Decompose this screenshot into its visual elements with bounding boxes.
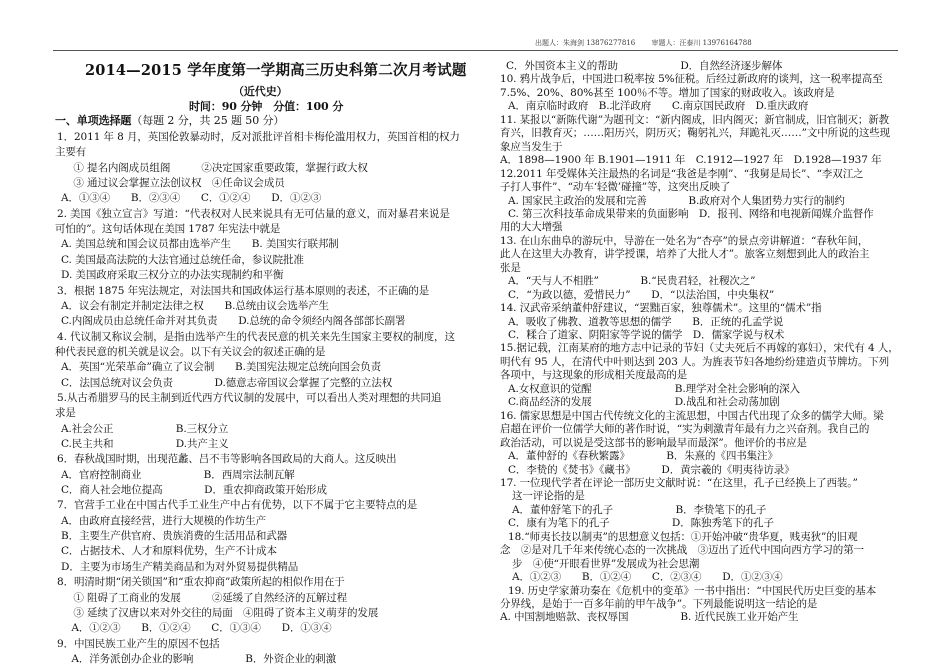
reviewer-info: 审题人：汪泰川 13976164788 <box>651 39 752 47</box>
question-line: 主要有 <box>55 146 87 159</box>
question-line: C. 第三次科技革命成果带来的负面影响 D．报刊、网络和电视新闻媒介监督作 <box>508 207 874 220</box>
question-line: 13. 在山东曲阜的游玩中，导游在一处名为“杏亭”的景点旁讲解道：“春秋年间， <box>500 234 869 247</box>
question-line: A．董仲舒的《春秋繁露》 B．朱熹的《四书集注》 <box>508 450 778 463</box>
question-line: 17. 一位现代学者在评论一部历史文献时说：“在这里，孔子已经换上了西装。” <box>500 476 858 489</box>
header-rule <box>53 50 898 51</box>
question-line: A．董仲舒笔下的孔子 B．李贽笔下的孔子 <box>512 503 767 516</box>
question-line: 子打人事件”、“动车‘轻微’碰撞”等，这突出反映了 <box>500 181 731 194</box>
question-line: A．官府控制商业 B．西周宗法制瓦解 <box>61 468 295 481</box>
question-line: A．①③④ B．②③④ C．①②④ D．①②③ <box>61 192 322 205</box>
question-line: A．议会有制定并制定法律之权 B.总统由议会选举产生 <box>61 299 329 312</box>
question-line: ③ 通过议会掌握立法创议权 ④任命议会成员 <box>63 177 285 190</box>
question-line: 政治活动，可以说是受这部书的影响最早而最深”。他评价的书应是 <box>500 436 807 449</box>
question-line: A．由政府直接经营，进行大规模的作坊生产 <box>61 514 267 527</box>
question-line: 18.“师夷长技以制夷”的思想意义包括：①开始冲破“贵华夏，贱夷狄”的旧观 <box>508 530 858 543</box>
question-line: A．吸收了佛教、道教等思想的儒学 B．正统的孔孟学说 <box>508 315 784 328</box>
question-line: 15.据记载，江南某府的地方志中记录的节妇（丈夫死后不再嫁的寡妇），宋代有 4 人， <box>500 342 899 355</box>
question-line: D．主要为市场生产精美商品和为对外贸易提供精品 <box>61 560 299 573</box>
question-line: A．“天与人不相胜” B.“民贵君轻，社稷次之” <box>508 275 756 288</box>
question-line: 育兴，旧教育灭；……阳历兴，阴历灭；鞠躬礼兴，拜跪礼灭……”文中所说的这些现 <box>500 127 891 140</box>
question-line: 14. 汉武帝采纳董仲舒建议，“罢黜百家，独尊儒术”。这里的“儒术”指 <box>500 302 822 315</box>
question-line: C．占据技术、人才和原料优势，生产不计成本 <box>61 545 277 558</box>
question-line: 4. 代议制又称议会制，是指由选举产生的代表民意的机关来先生国家主要权的制度，这 <box>57 330 455 343</box>
section-title: 一、单项选择题 <box>55 114 132 127</box>
exam-header-info <box>535 38 766 48</box>
question-line: 各项中，与这现象的形成相关度最高的是 <box>500 369 688 382</box>
question-line: 10. 鸦片战争后，中国进口税率按 5%征税。后经过新政府的谈判，这一税率提高至 <box>500 73 883 86</box>
question-line: 张是 <box>500 261 521 274</box>
question-line: A. 美国总统和国会议员都由选举产生 B. 美国实行联邦制 <box>61 238 339 251</box>
question-line: C．李贽的《焚书》《藏书》 D．黄宗羲的《明夷待访录》 <box>508 463 795 476</box>
question-line: C．外国资本主义的帮助 D．自然经济逐步解体 <box>506 60 783 72</box>
question-line: C．“为政以德，爱惜民力” D．“以法治国，中央集权” <box>508 288 775 301</box>
question-line: C．糅合了道家、阴阳家等学说的儒学 D．儒家学说与权术 <box>508 329 785 341</box>
question-line: 5.从古希腊罗马的民主制到近代西方代议制的发展中，可以看出人类对理想的共同追 <box>57 391 442 404</box>
section-heading <box>55 114 284 127</box>
author-info: 出题人：朱海剑 13876277816 <box>535 39 636 47</box>
question-line: 7.5%、20%、80%甚至 100％不等。增加了国家的财政收入。该政府是 <box>500 86 835 99</box>
question-line: 求是 <box>55 407 76 420</box>
question-line: ③ 延续了汉唐以来对外交往的局面 ④阻碍了资本主义萌芽的发展 <box>63 606 379 619</box>
section-note: （每题 2 分，共 25 题 50 分） <box>131 114 285 127</box>
question-line: C. 美国最高法院的大法官通过总统任命，参议院批准 <box>61 253 304 266</box>
question-line: 7．官营手工业在中国古代手工业生产中占有优势，以下不属于它主要特点的是 <box>57 499 418 512</box>
question-line: 2. 美国《独立宣言》写道：“代表权对人民来说具有无可估量的意义，而对暴君来说是 <box>57 207 450 220</box>
question-line: A．①②③ B．①②④ C．②③④ D．①②③④ <box>512 571 783 584</box>
question-line: 步 ④使“开眼看世界”发展成为社会思潮 <box>512 557 700 570</box>
question-line: 念 ②是对几千年来传统心态的一次挑战 ③迈出了近代中国向西方学习的第一 <box>500 544 864 557</box>
question-line: C.内阁成员由总统任命并对其负责 D.总统的命令须经内阁各部部长副署 <box>61 315 406 328</box>
question-line: A．①②③ B．①②④ C．①③④ D．①③④ <box>61 622 332 635</box>
question-line: 6．春秋战国时期，出现范蠡、吕不韦等影响各国政局的大商人。这反映出 <box>57 453 397 466</box>
question-line: C．康有为笔下的孔子 D．陈独秀笔下的孔子 <box>508 517 774 530</box>
question-line: 可怕的”。这句话体现在美国 1787 年宪法中就是 <box>55 223 281 236</box>
question-line: 16. 儒家思想是中国古代传统文化的主流思想，中国古代出现了众多的儒学大师。梁 <box>500 409 884 422</box>
question-line: B．主要生产供官府、贵族消费的生活用品和武器 <box>61 530 288 543</box>
question-line: 明代有 95 人，在清代中叶则达到 203 人。为旌表节妇各地纷纷建造贞节牌坊。下列 <box>500 355 890 368</box>
question-line: A．1898—1900 年 B.1901—1911 年 C.1912—1927 年 D.1928—1937 年 <box>500 154 882 167</box>
question-line: 11. 某报以“新陈代谢”为题刊文：“新内阁成，旧内阁灭；新官制成，旧官制灭；新教 <box>500 113 890 126</box>
exam-title: 2014—2015 学年度第一学期高三历史科第二次月考试题 <box>85 62 467 79</box>
question-line: A.女权意识的觉醒 B.理学对全社会影响的深入 <box>508 382 800 395</box>
question-line: 3．根据 1875 年宪法规定，对法国共和国政体运行基本原则的表述，不正确的是 <box>57 284 430 297</box>
question-line: C．法国总统对议会负责 D.德意志帝国议会掌握了完整的立法权 <box>61 376 393 389</box>
question-line: 分界线，是始于一百多年前的甲午战争”。下列最能说明这一结论的是 <box>500 598 818 610</box>
question-line: 9．中国民族工业产生的原因不包括 <box>57 637 220 650</box>
question-line: ① 阻碍了工商业的发展 ②延缓了自然经济的瓦解过程 <box>63 591 348 604</box>
question-line: A．英国“光荣革命”确立了议会制 B.美国宪法规定总统向国会负责 <box>61 361 382 374</box>
question-line: 这一评论指的是 <box>512 490 585 503</box>
question-line: A．南京临时政府 B.北洋政府 C.南京国民政府 D.重庆政府 <box>508 100 809 113</box>
question-line: A．洋务派创办企业的影响 B．外资企业的刺激 <box>61 652 337 665</box>
question-line: ① 提名内阁成员组阁 ②决定国家重要政策，掌握行政大权 <box>63 161 368 174</box>
question-line: 启超在评价一位儒学大师的著作时说，“实为刺激青年最有力之兴奋剂。我自己的 <box>500 423 870 436</box>
question-line: 12.2011 年受媒体关注最热的名词是“我爸是李刚”、“我舅是局长”、“李双江之 <box>500 167 864 180</box>
question-line: 象应当发生于 <box>500 140 563 153</box>
question-line: 此人在这里大办教育，讲学授课，培养了大批人才”。旅客立刻想到此人的政治主 <box>500 248 870 261</box>
question-line: D. 美国政府采取三权分立的办法实现制约和平衡 <box>61 269 284 282</box>
question-line: 19. 历史学家萧功秦在《危机中的变革》一书中指出：“中国民代历史巨变的基本 <box>508 584 877 597</box>
question-line: 1．2011 年 8 月，英国伦敦暴动时，反对派批评首相卡梅伦滥用权力，英国首相的权力 <box>57 131 460 143</box>
question-line: A.社会公正 B.三权分立 <box>61 422 229 435</box>
question-line: 种代表民意的机关就是议会。以下有关议会的叙述正确的是 <box>55 345 326 358</box>
question-line: C.商品经济的发展 D.战乱和社会动荡加剧 <box>508 396 780 409</box>
question-line: 用的大大增强 <box>500 221 563 234</box>
exam-subtitle: （近代史） <box>233 85 288 98</box>
question-line: A. 中国割地赔款、丧权辱国 B. 近代民族工业开始产生 <box>500 611 799 624</box>
question-line: A. 国家民主政治的发展和完善 B.政府对个人集团势力实行的制约 <box>508 194 845 207</box>
exam-meta: 时间：90 分钟 分值：100 分 <box>189 100 344 113</box>
question-line: C.民主共和 D.共产主义 <box>61 438 229 450</box>
question-line: 8．明清时期“闭关锁国”和“重农抑商”政策所起的相似作用在于 <box>57 576 345 589</box>
question-line: C．商人社会地位提高 D．重农抑商政策开始形成 <box>61 484 327 497</box>
